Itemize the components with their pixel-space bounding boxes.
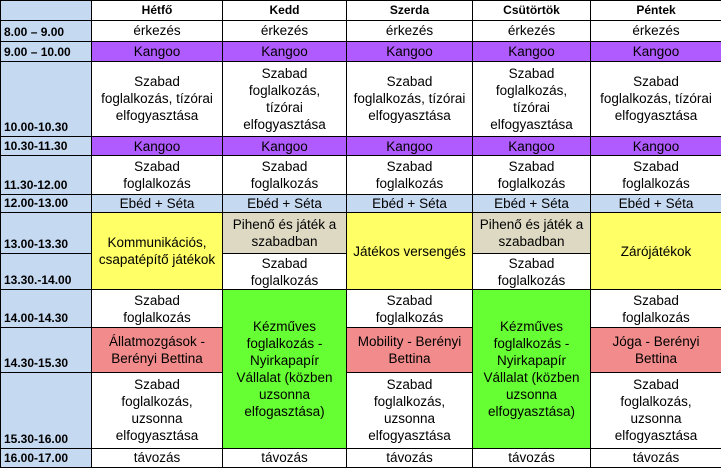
row-afternoon-snack — [1, 372, 721, 448]
row-morning-snack — [1, 61, 721, 136]
mobility-cell-wednesday: Mobility - Berényi Bettina — [347, 327, 473, 372]
departure-cell-thursday: távozás — [473, 448, 591, 467]
lunch-cell-tuesday: Ebéd + Séta — [223, 194, 347, 212]
arrival-cell-friday: érkezés — [591, 21, 721, 41]
kangoo-cell-thursday: Kangoo — [473, 137, 591, 156]
kangoo-cell-thursday: Kangoo — [473, 41, 591, 61]
time-slot: 10.30-11.30 — [1, 137, 92, 156]
time-slot: 13.00-13.30 — [1, 213, 92, 254]
kangoo-cell-monday: Kangoo — [92, 137, 223, 156]
snack-cell-monday: Szabad foglalkozás, tízórai elfogyasztása — [92, 61, 223, 136]
row-afternoon-3 — [1, 290, 721, 328]
departure-cell-monday: távozás — [92, 448, 223, 467]
time-slot: 14.00-14.30 — [1, 290, 92, 328]
yoga-cell-friday: Jóga - Berényi Bettina — [591, 327, 721, 372]
day-header-thursday: Csütörtök — [473, 1, 591, 21]
free-play-cell-tuesday: Szabad foglalkozás — [223, 253, 347, 290]
snack-cell-monday: Szabad foglalkozás, uzsonna elfogyasztása — [92, 372, 223, 448]
row-arrival — [1, 21, 721, 41]
free-play-cell-wednesday: Szabad foglalkozás — [347, 156, 473, 195]
row-departure — [1, 448, 721, 467]
team-games-cell-monday: Kommunikációs, csapatépítő játékok — [92, 213, 223, 290]
row-afternoon-4 — [1, 327, 721, 372]
snack-cell-wednesday: Szabad foglalkozás, uzsonna elfogyasztása — [347, 372, 473, 448]
departure-cell-wednesday: távozás — [347, 448, 473, 467]
kangoo-cell-tuesday: Kangoo — [223, 137, 347, 156]
rest-cell-tuesday: Pihenő és játék a szabadban — [223, 213, 347, 254]
lunch-cell-friday: Ebéd + Séta — [591, 194, 721, 212]
free-play-cell-monday: Szabad foglalkozás — [92, 156, 223, 195]
time-slot: 13.30.-14.00 — [1, 253, 92, 290]
crafts-cell-thursday: Kézműves foglalkozás - Nyirkapapír Vállalat (közben uzsonna elfogyasztása) — [473, 290, 591, 448]
free-play-cell-tuesday: Szabad foglalkozás — [223, 156, 347, 195]
header-row — [1, 1, 721, 21]
crafts-cell-tuesday: Kézműves foglalkozás - Nyirkapapír Vállalat (közben uzsonna elfogasztása) — [223, 290, 347, 448]
free-play-cell-thursday: Szabad foglalkozás — [473, 253, 591, 290]
lunch-cell-thursday: Ebéd + Séta — [473, 194, 591, 212]
snack-cell-tuesday: Szabad foglalkozás, tízórai elfogyasztása — [223, 61, 347, 136]
animal-moves-cell-monday: Állatmozgások - Berényi Bettina — [92, 327, 223, 372]
arrival-cell-tuesday: érkezés — [223, 21, 347, 41]
kangoo-cell-monday: Kangoo — [92, 41, 223, 61]
time-slot: 16.00-17.00 — [1, 448, 92, 467]
arrival-cell-wednesday: érkezés — [347, 21, 473, 41]
lunch-cell-monday: Ebéd + Séta — [92, 194, 223, 212]
day-header-tuesday: Kedd — [223, 1, 347, 21]
free-play-cell-friday: Szabad foglalkozás — [591, 290, 721, 328]
arrival-cell-monday: érkezés — [92, 21, 223, 41]
row-lunch — [1, 194, 721, 212]
closing-games-cell-friday: Zárójátékok — [591, 213, 721, 290]
time-slot: 9.00 – 10.00 — [1, 41, 92, 61]
departure-cell-tuesday: távozás — [223, 448, 347, 467]
row-free-play-noon — [1, 156, 721, 195]
kangoo-cell-wednesday: Kangoo — [347, 137, 473, 156]
kangoo-cell-friday: Kangoo — [591, 137, 721, 156]
day-header-friday: Péntek — [591, 1, 721, 21]
day-header-wednesday: Szerda — [347, 1, 473, 21]
free-play-cell-wednesday: Szabad foglalkozás — [347, 290, 473, 328]
departure-cell-friday: távozás — [591, 448, 721, 467]
free-play-cell-monday: Szabad foglalkozás — [92, 290, 223, 328]
corner-cell — [1, 1, 92, 21]
kangoo-cell-tuesday: Kangoo — [223, 41, 347, 61]
snack-cell-thursday: Szabad foglalkozás, tízórai elfogyasztása — [473, 61, 591, 136]
kangoo-cell-wednesday: Kangoo — [347, 41, 473, 61]
row-kangoo-late — [1, 137, 721, 156]
time-slot: 15.30-16.00 — [1, 372, 92, 448]
time-slot: 12.00-13.00 — [1, 194, 92, 212]
free-play-cell-friday: Szabad foglalkozás — [591, 156, 721, 195]
time-slot: 8.00 – 9.00 — [1, 21, 92, 41]
rest-cell-thursday: Pihenő és játék a szabadban — [473, 213, 591, 254]
row-kangoo-morning — [1, 41, 721, 61]
kangoo-cell-friday: Kangoo — [591, 41, 721, 61]
competition-cell-wednesday: Játékos versengés — [347, 213, 473, 290]
time-slot: 14.30-15.30 — [1, 327, 92, 372]
lunch-cell-wednesday: Ebéd + Séta — [347, 194, 473, 212]
arrival-cell-thursday: érkezés — [473, 21, 591, 41]
snack-cell-friday: Szabad foglalkozás, tízórai elfogyasztása — [591, 61, 721, 136]
snack-cell-friday: Szabad foglalkozás, uzsonna elfogyasztása — [591, 372, 721, 448]
time-slot: 11.30-12.00 — [1, 156, 92, 195]
snack-cell-wednesday: Szabad foglalkozás, tízórai elfogyasztása — [347, 61, 473, 136]
day-header-monday: Hétfő — [92, 1, 223, 21]
free-play-cell-thursday: Szabad foglalkozás — [473, 156, 591, 195]
row-afternoon-1 — [1, 213, 721, 254]
time-slot: 10.00-10.30 — [1, 61, 92, 136]
